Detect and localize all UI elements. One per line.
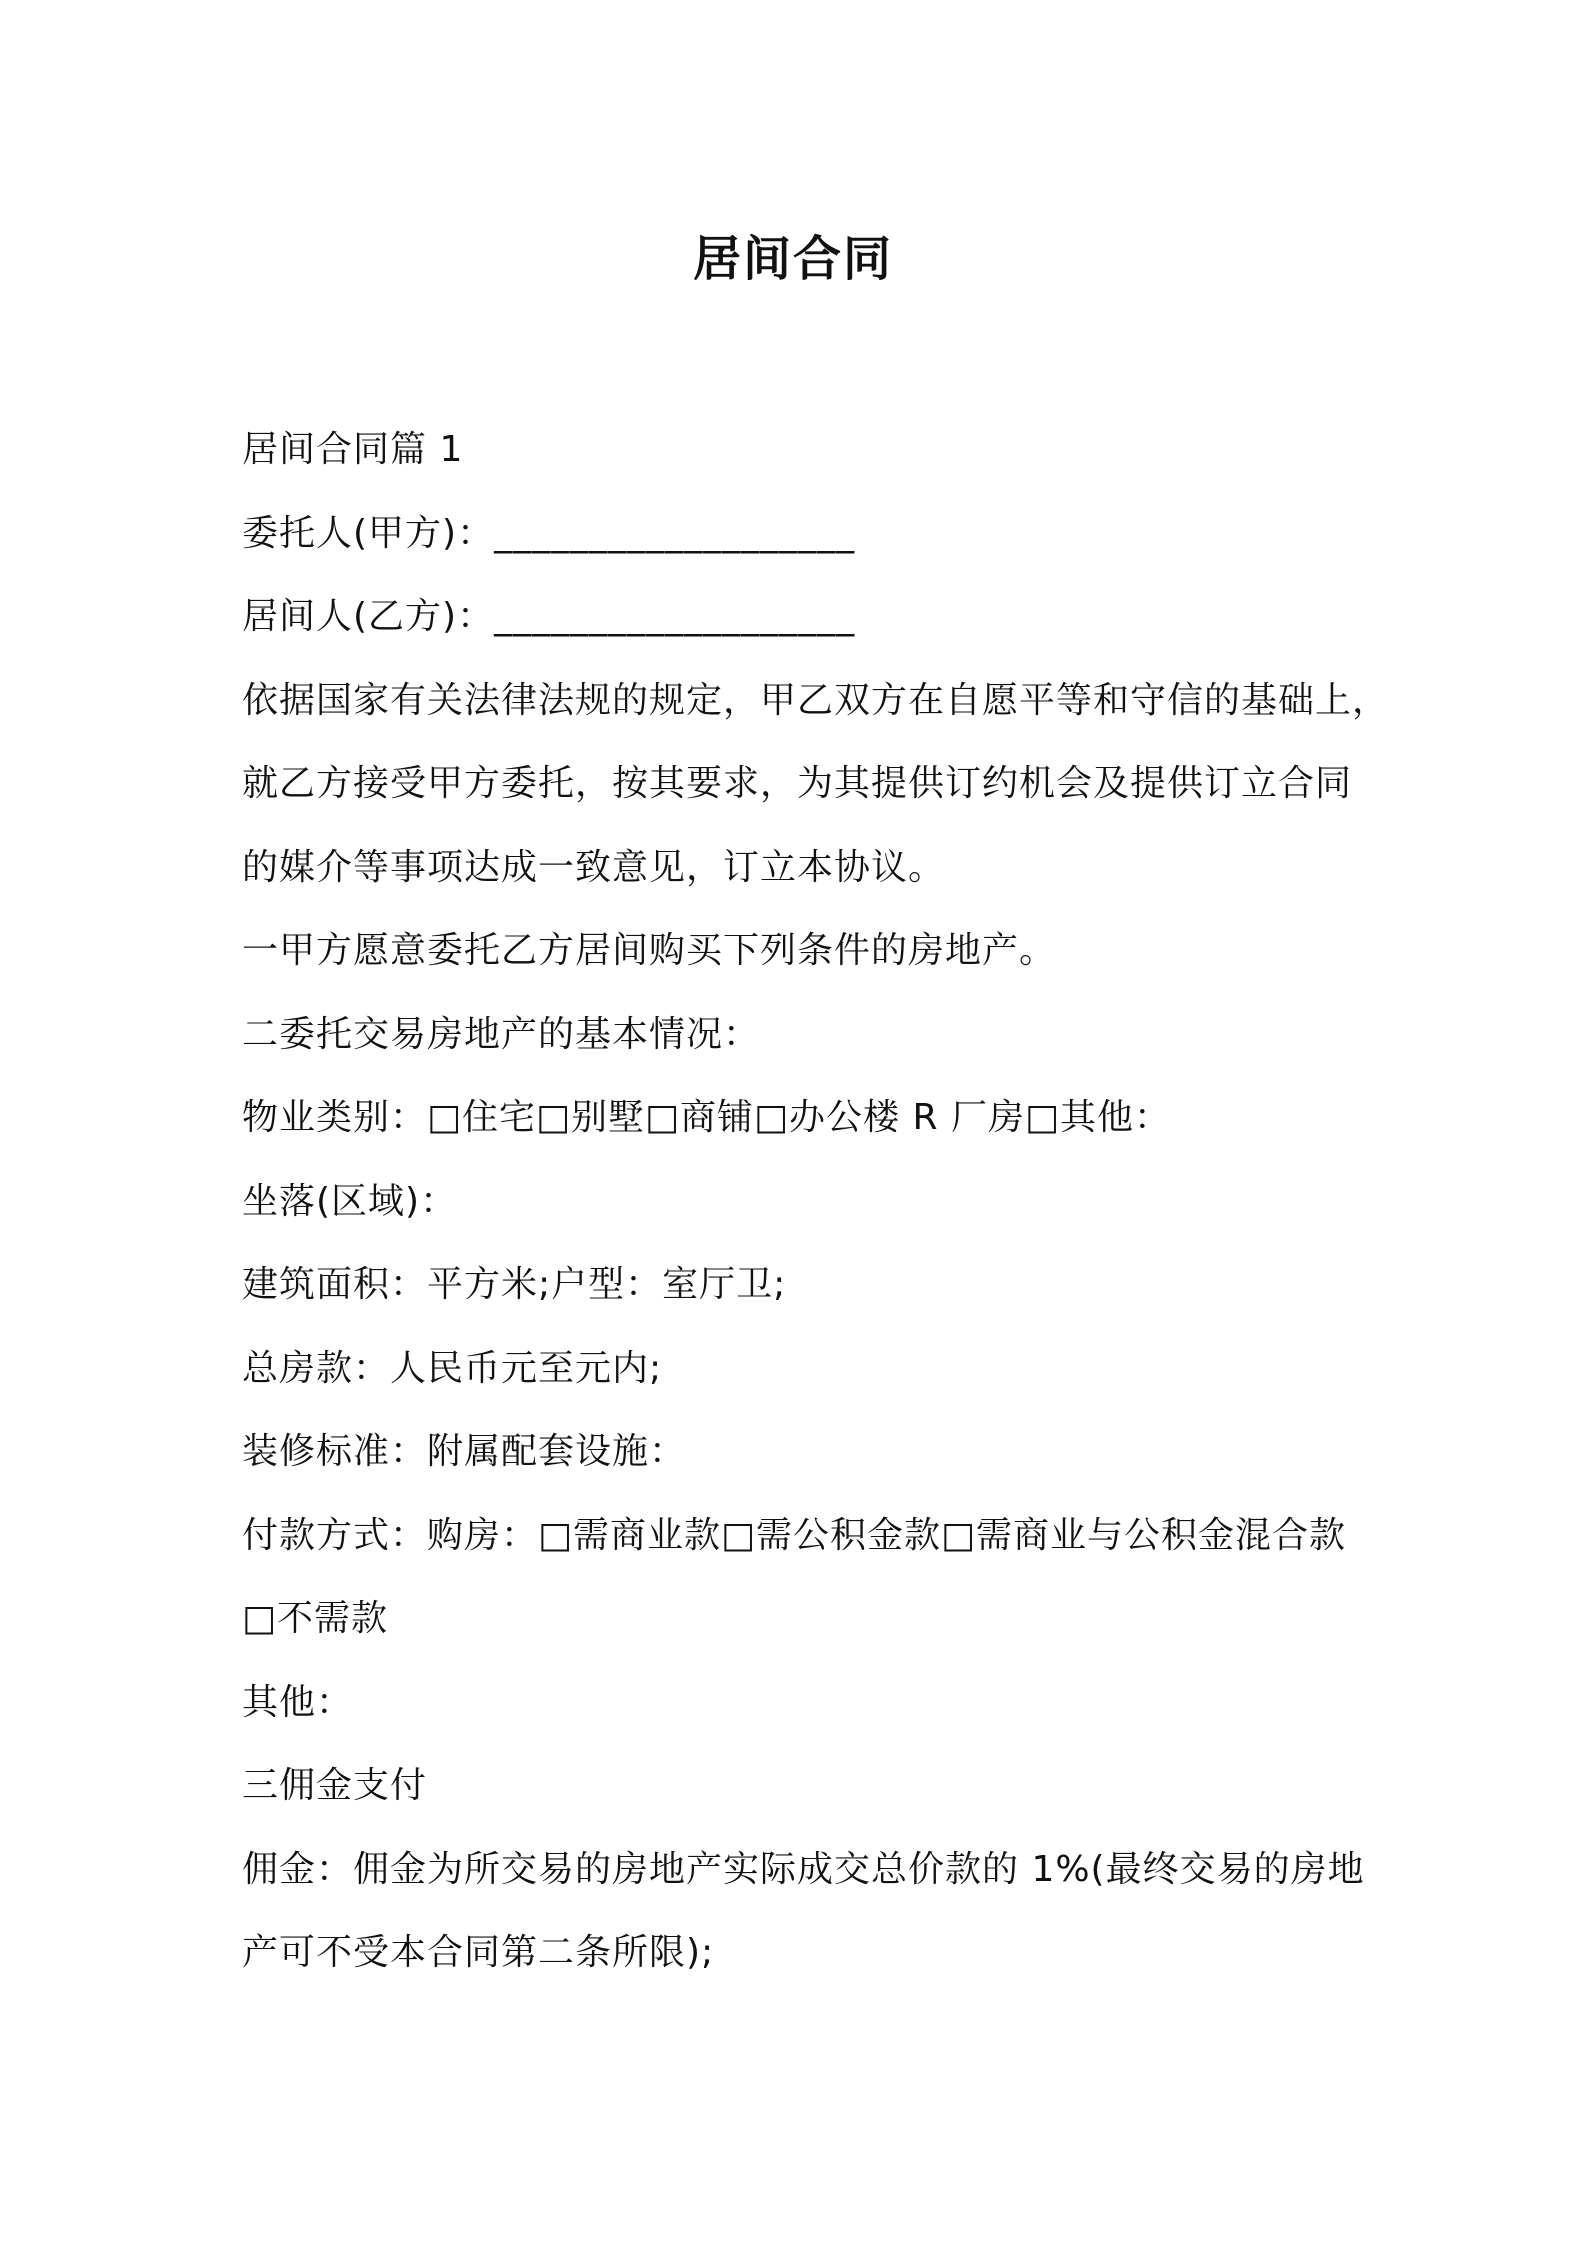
other-line: 其他：	[242, 1681, 354, 1723]
section-heading: 居间合同篇 1	[242, 429, 464, 470]
payment-method-line-cont: □不需款	[242, 1598, 389, 1639]
commission-line-1: 佣金：佣金为所交易的房地产实际成交总价款的 1%(最终交易的房地	[242, 1848, 1365, 1890]
clause-two-heading: 二委托交易房地产的基本情况：	[242, 1013, 761, 1055]
area-layout-line: 建筑面积：平方米;户型：室厅卫;	[242, 1264, 787, 1305]
location-line: 坐落(区域)：	[242, 1180, 458, 1222]
clause-three-heading: 三佣金支付	[242, 1765, 428, 1806]
decoration-line: 装修标准：附属配套设施：	[242, 1431, 687, 1472]
preamble-line-3: 的媒介等事项达成一致意见，订立本协议。	[242, 846, 946, 888]
total-price-line: 总房款：人民币元至元内;	[242, 1347, 663, 1389]
clause-one: 一甲方愿意委托乙方居间购买下列条件的房地产。	[242, 930, 1057, 971]
property-type-line: 物业类别：□住宅□别墅□商铺□办公楼 R 厂房□其他：	[242, 1097, 1171, 1138]
payment-method-line: 付款方式：购房：□需商业款□需公积金款□需商业与公积金混合款	[242, 1514, 1347, 1556]
client-party-line: 委托人(甲方)：___________________	[242, 512, 856, 554]
broker-party-line: 居间人(乙方)：___________________	[242, 596, 856, 637]
commission-line-2: 产可不受本合同第二条所限);	[242, 1932, 715, 1973]
document-body	[242, 408, 1390, 1995]
preamble-line-2: 就乙方接受甲方委托，按其要求，为其提供订约机会及提供订立合同	[242, 763, 1353, 804]
document-title: 居间合同	[692, 231, 893, 287]
preamble-line-1: 依据国家有关法律法规的规定，甲乙双方在自愿平等和守信的基础上，	[242, 679, 1390, 721]
